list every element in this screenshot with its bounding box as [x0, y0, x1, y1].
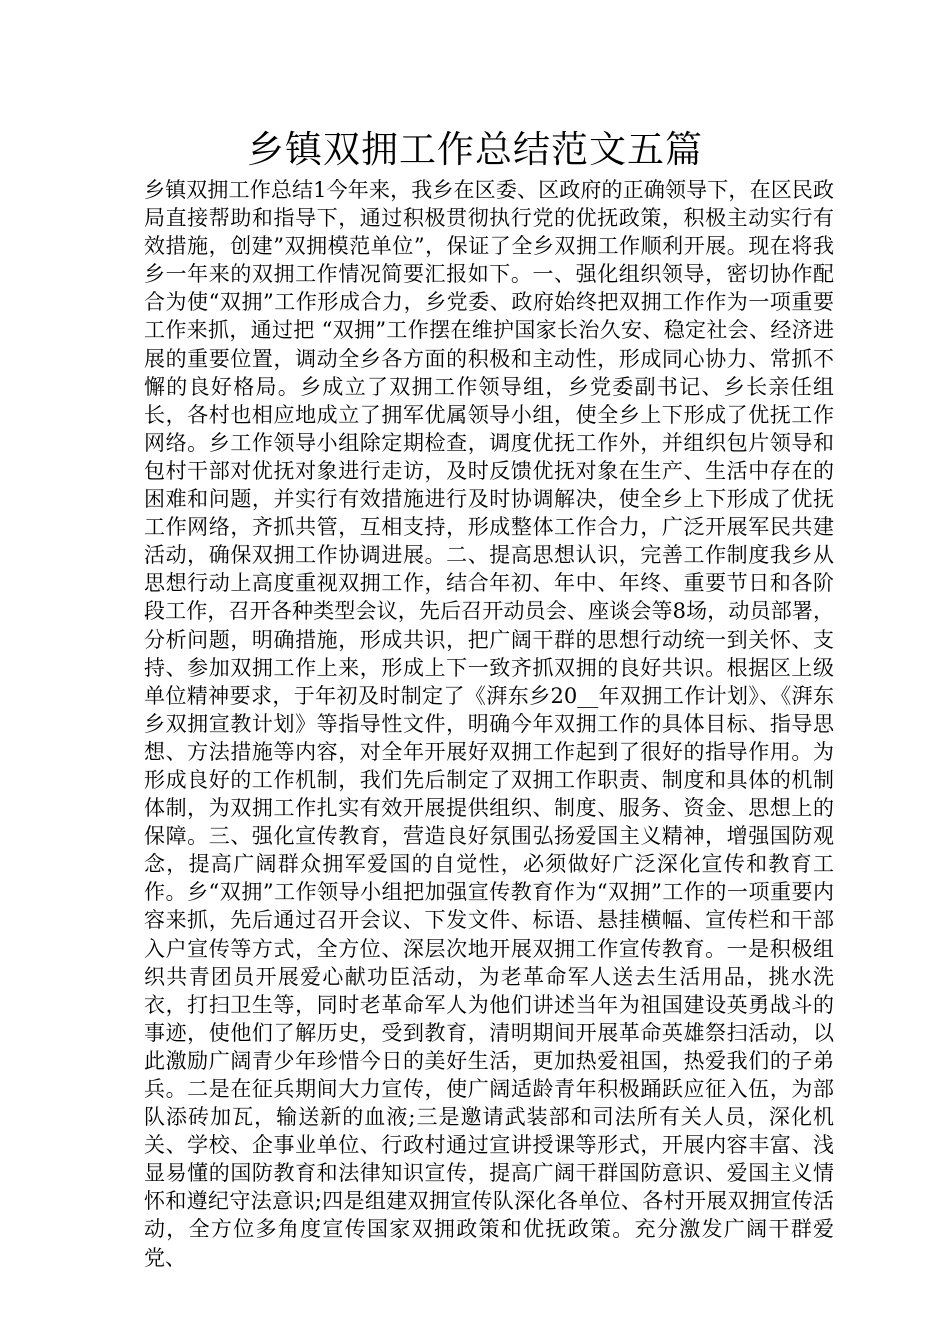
document-body: 乡镇双拥工作总结1今年来，我乡在区委、区政府的正确领导下，在区民政局直接帮助和指导下，通过积极贯彻执行党的优抚政策，积极主动实行有效措施，创建”双拥模范单位”，保证了全乡双拥工作顺利开展。现在将我乡一年来的双拥工作情况简要汇报如下。一、强化组织领导，密切协作配合为使“双拥”工作形成合力，乡党委、政府始终把双拥工作作为一项重要工作来抓，通过把 “双拥”工作摆在维护国家长治久安、稳定社会、经济进展的重要位置，调动全乡各方面的积极和主动性，形成同心协力、常抓不懈的良好格局。乡成立了双拥工作领导组，乡党委副书记、乡长亲任组长，各村也相应地成立了拥军优属领导小组，使全乡上下形成了优抚工作网络。乡工作领导小组除定期检查，调度优抚工作外，并组织包片领导和包村干部对优抚对象进行走访，及时反馈优抚对象在生产、生活中存在的困难和问题，并实行有效措施进行及时协调解决，使全乡上下形成了优抚工作网络，齐抓共管，互相支持，形成整体工作合力，广泛开展军民共建活动，确保双拥工作协调进展。二、提高思想认识，完善工作制度我乡从思想行动上高度重视双拥工作，结合年初、年中、年终、重要节日和各阶段工作，召开各种类型会议，先后召开动员会、座谈会等8场，动员部署，分析问题，明确措施，形成共识，把广阔干群的思想行动统一到关怀、支持、参加双拥工作上来，形成上下一致齐抓双拥的良好共识。根据区上级单位精神要求，于年初及时制定了《湃东乡20__年双拥工作计划》、《湃东乡双拥宣教计划》等指导性文件，明确今年双拥工作的具体目标、指导思想、方法措施等内容，对全年开展好双拥工作起到了很好的指导作用。为形成良好的工作机制，我们先后制定了双拥工作职责、制度和具体的机制体制，为双拥工作扎实有效开展提供组织、制度、服务、资金、思想上的保障。三、强化宣传教育，营造良好氛围弘扬爱国主义精神，增强国防观念，提高广阔群众拥军爱国的自觉性，必须做好广泛深化宣传和教育工作。乡“双拥”工作领导小组把加强宣传教育作为“双拥”工作的一项重要内容来抓，先后通过召开会议、下发文件、标语、悬挂横幅、宣传栏和干部入户宣传等方式，全方位、深层次地开展双拥工作宣传教育。一是积极组织共青团员开展爱心献功臣活动，为老革命军人送去生活用品，挑水洗衣，打扫卫生等，同时老革命军人为他们讲述当年为祖国建设英勇战斗的事迹，使他们了解历史，受到教育，清明期间开展革命英雄祭扫活动，以此激励广阔青少年珍惜今日的美好生活，更加热爱祖国，热爱我们的子弟兵。二是在征兵期间大力宣传，使广阔适龄青年积极踊跃应征入伍，为部队添砖加瓦，输送新的血液;三是邀请武装部和司法所有关人员，深化机关、学校、企事业单位、行政村通过宣讲授课等形式，开展内容丰富、浅显易懂的国防教育和法律知识宣传，提高广阔干群国防意识、爱国主义情怀和遵纪守法意识;四是组建双拥宣传队深化各单位、各村开展双拥宣传活动，全方位多角度宣传国家双拥政策和优抚政策。充分激发广阔干群爱党、 [144, 178, 834, 1270]
document-title: 乡镇双拥工作总结范文五篇 [247, 128, 703, 171]
